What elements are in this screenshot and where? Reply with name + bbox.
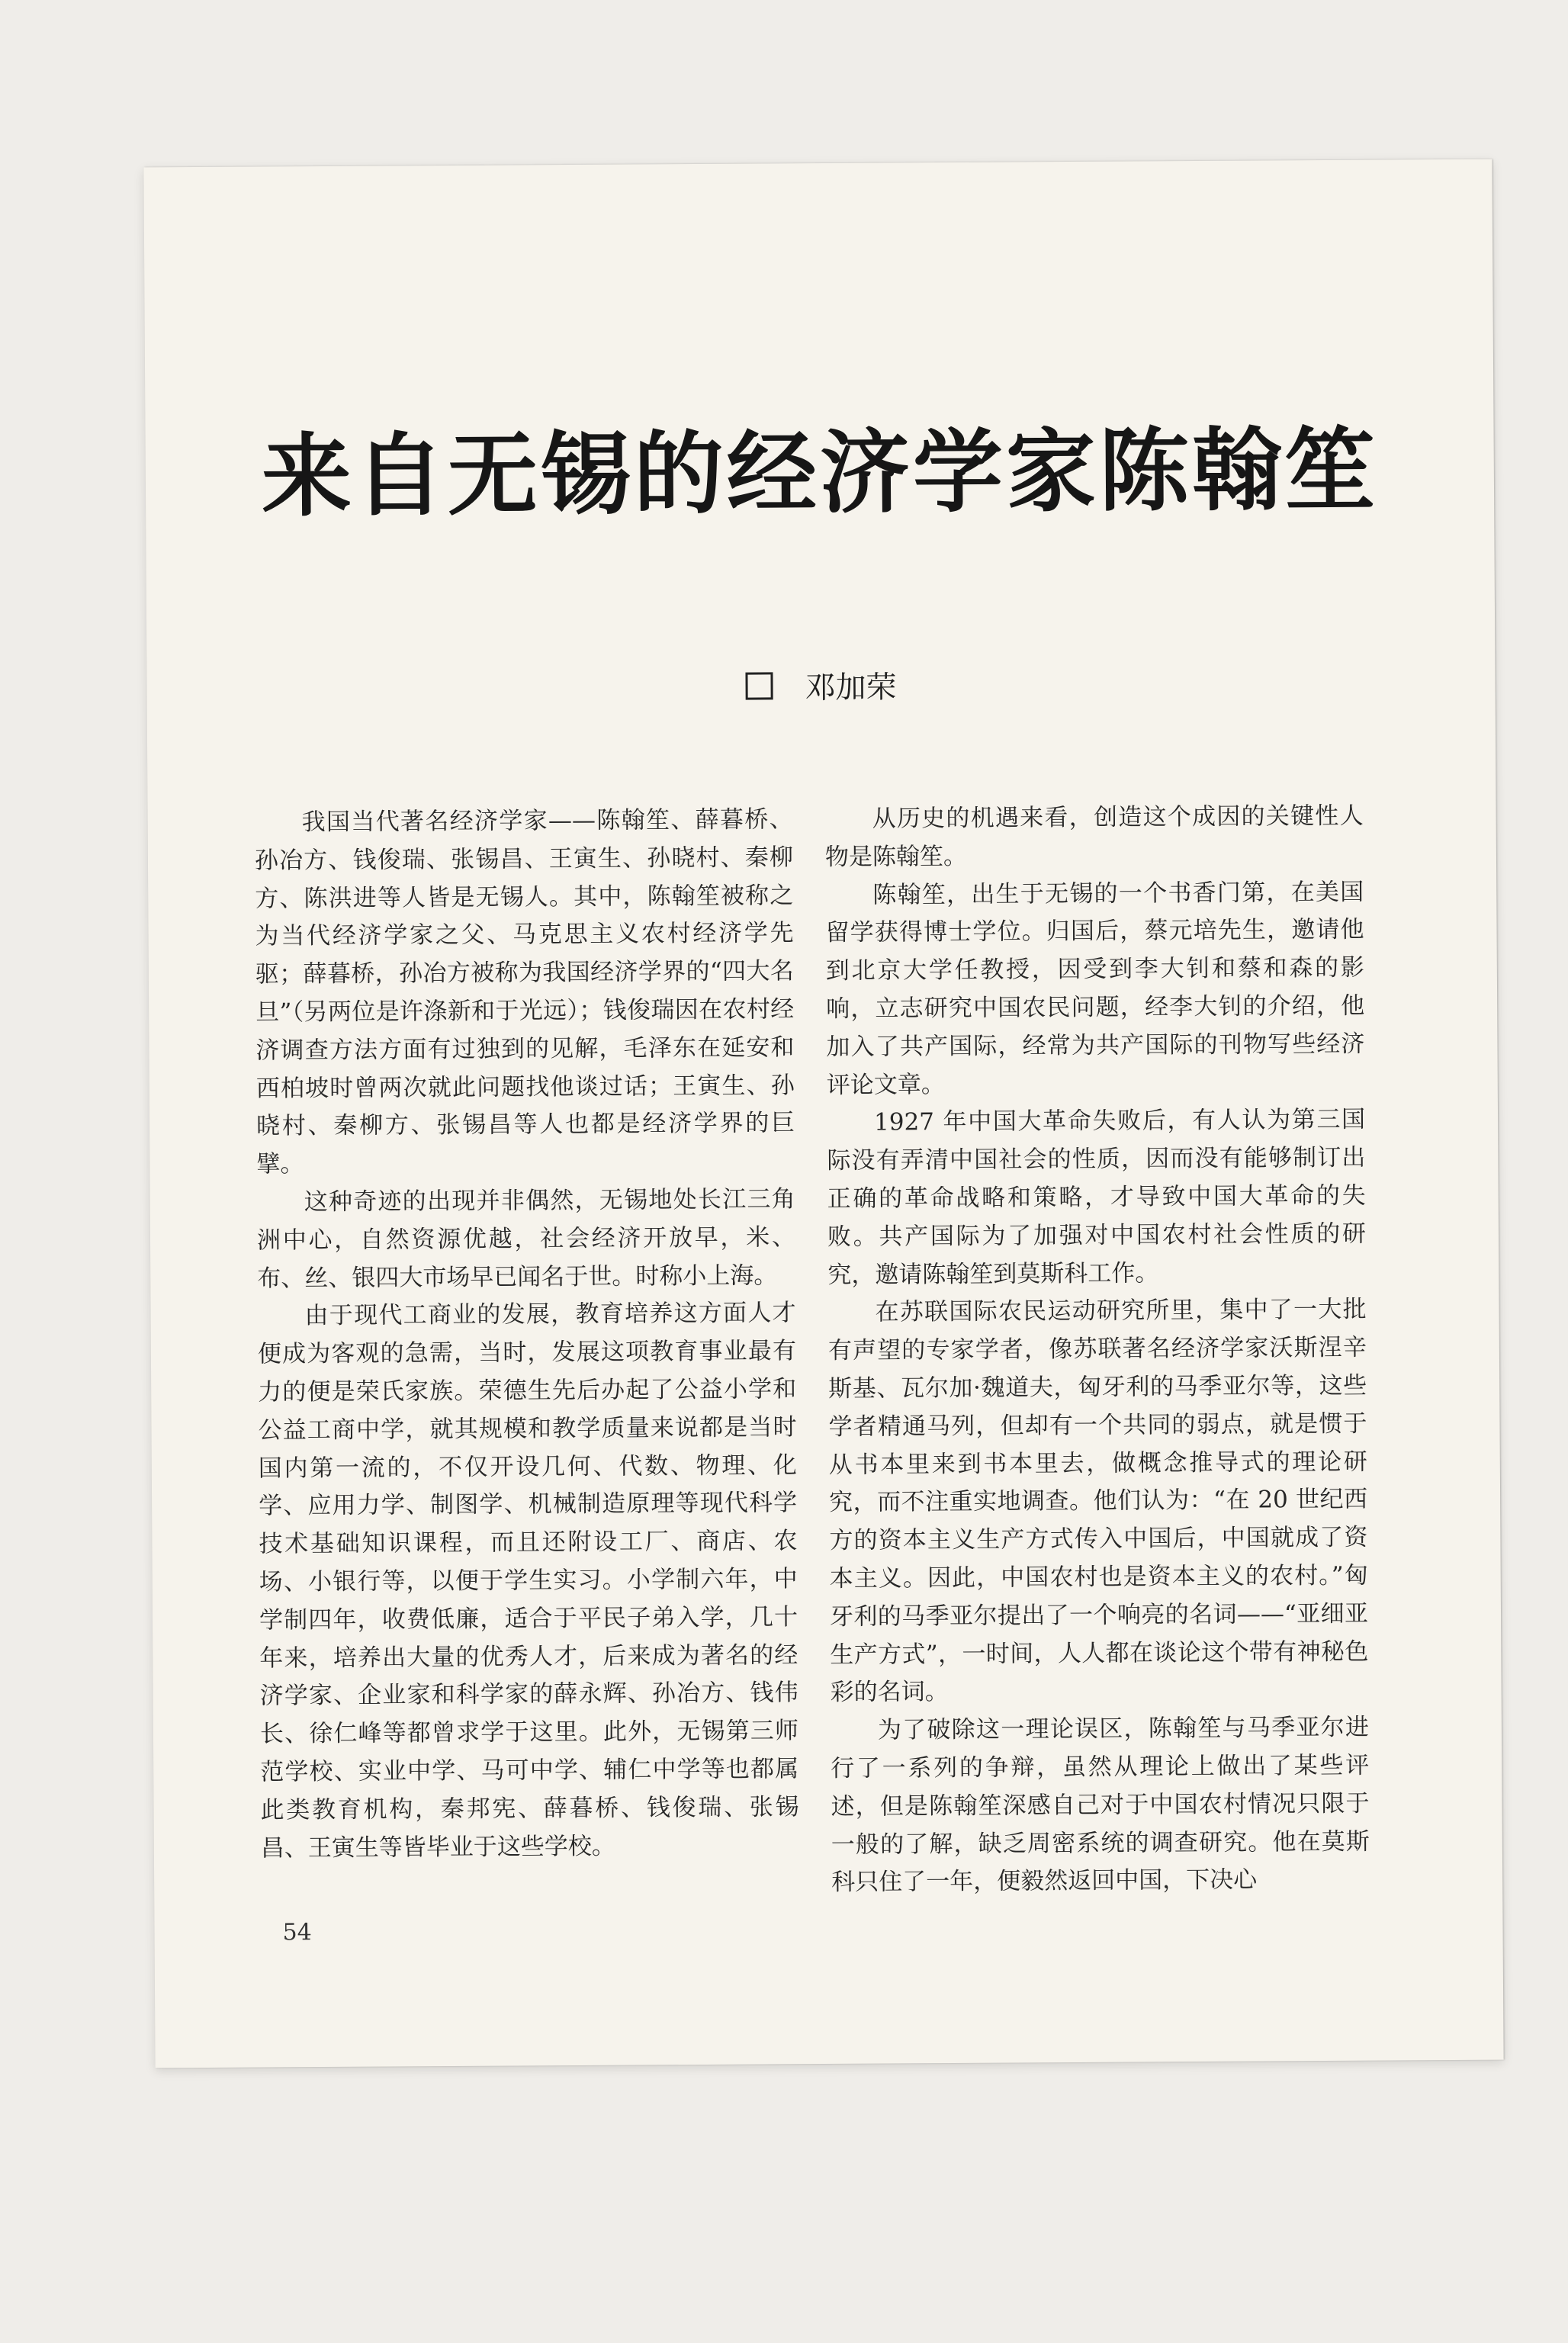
paragraph: 我国当代著名经济学家——陈翰笙、薛暮桥、孙冶方、钱俊瑞、张锡昌、王寅生、孙晓村、秦柳方、陈洪进等人皆是无锡人。其中，陈翰笙被称之为当代经济学家之父、马克思主义农村经济学先驱；薛暮桥，孙冶方被称为我国经济学界的“四大名旦”（另两位是许涤新和于光远）；钱俊瑞因在农村经济调查方法方面有过独到的见解，毛泽东在延安和西柏坡时曾两次就此问题找他谈过话；王寅生、孙晓村、秦柳方、张锡昌等人也都是经济学界的巨擘。	[254, 805, 795, 1178]
paragraph: 由于现代工商业的发展，教育培养这方面人才便成为客观的急需，当时，发展这项教育事业最有力的便是荣氏家族。荣德生先后办起了公益小学和公益工商中学，就其规模和教学质量来说都是当时国内第一流的，不仅开设几何、代数、物理、化学、应用力学、制图学、机械制造原理等现代科学技术基础知识课程，而且还附设工厂、商店、农场、小银行等，以便于学生实习。小学制六年，中学制四年，收费低廉，适合于平民子弟入学，几十年来，培养出大量的优秀人才，后来成为著名的经济学家、企业家和科学家的薛永辉、孙冶方、钱伟长、徐仁峰等都曾求学于这里。此外，无锡第三师范学校、实业中学、马可中学、辅仁中学等也都属此类教育机构，秦邦宪、薛暮桥、钱俊瑞、张锡昌、王寅生等皆毕业于这些学校。	[257, 1299, 799, 1863]
right-column	[824, 798, 1370, 1902]
paragraph: 在苏联国际农民运动研究所里，集中了一大批有声望的专家学者，像苏联著名经济学家沃斯涅辛斯基、瓦尔加·魏道夫，匈牙利的马季亚尔等，这些学者精通马列，但却有一个共同的弱点，就是惯于从书本里来到书本里去，做概念推导式的理论研究，而不注重实地调查。他们认为：“在 20 世纪西方的资本主义生产方式传入中国后，中国就成了资本主义。因此，中国农村也是资本主义的农村。”匈牙利的马季亚尔提出了一个响亮的名词——“亚细亚生产方式”，一时间，人人都在谈论这个带有神秘色彩的名词。	[827, 1296, 1369, 1707]
author-name: 邓加荣	[805, 670, 897, 706]
byline	[146, 663, 1495, 714]
magazine-page	[143, 159, 1503, 2068]
paragraph: 1927 年中国大革命失败后，有人认为第三国际没有弄清中国社会的性质，因而没有能够制订出正确的革命战略和策略，才导致中国大革命的失败。共产国际为了加强对中国农村社会性质的研究，邀请陈翰笙到莫斯科工作。	[827, 1106, 1367, 1289]
left-column	[255, 801, 800, 1868]
paragraph: 为了破除这一理论误区，陈翰笙与马季亚尔进行了一系列的争辩，虽然从理论上做出了某些评述，但是陈翰笙深感自己对于中国农村情况只限于一般的了解，缺乏周密系统的调查研究。他在莫斯科只住了一年，便毅然返回中国，下决心	[831, 1713, 1370, 1897]
paragraph: 这种奇迹的出现并非偶然，无锡地处长江三角洲中心，自然资源优越，社会经济开放早，米、布、丝、银四大市场早已闻名于世。时称小上海。	[256, 1185, 796, 1293]
article-title: 来自无锡的经济学家陈翰笙	[261, 416, 1379, 529]
page-number: 54	[282, 1919, 312, 1946]
paragraph: 陈翰笙，出生于无锡的一个书香门第，在美国留学获得博士学位。归国后，蔡元培先生，邀请他到北京大学任教授，因受到李大钊和蔡和森的影响，立志研究中国农民问题，经李大钊的介绍，他加入了共产国际，经常为共产国际的刊物写些经济评论文章。	[825, 878, 1365, 1099]
square-bullet-icon	[745, 672, 773, 699]
paragraph: 从历史的机遇来看，创造这个成因的关键性人物是陈翰笙。	[824, 802, 1364, 871]
